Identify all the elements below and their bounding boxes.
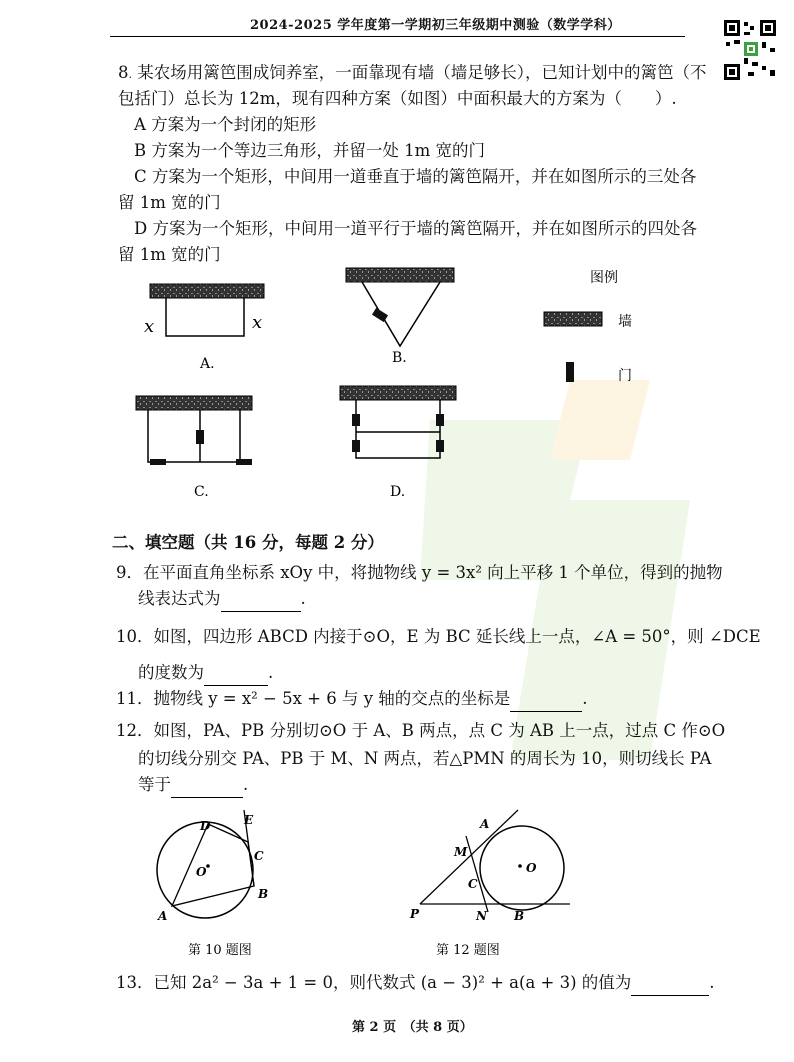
label-b-12: B: [514, 909, 525, 923]
hand-x-left: x: [144, 316, 155, 337]
legend-door-label: 门: [618, 368, 632, 384]
caption-10: 第 10 题图: [188, 943, 252, 958]
label-o-12: O: [526, 861, 537, 875]
q11-answer-blank[interactable]: [510, 693, 582, 712]
center-dot-12: [518, 864, 522, 868]
legend-door-swatch: [566, 362, 574, 382]
door-d-1: [352, 414, 360, 426]
q9-answer-blank[interactable]: [221, 593, 301, 612]
door-d-4: [436, 440, 444, 452]
q12-line2: 的切线分别交 PA、PB 于 M、N 两点，若△PMN 的周长为 10，则切线长 PA: [138, 749, 712, 768]
q13-answer-blank[interactable]: [631, 977, 709, 996]
door-d-3: [352, 440, 360, 452]
wall-d: [340, 386, 456, 400]
header-divider: [110, 36, 685, 37]
door-d-2: [436, 414, 444, 426]
q10-answer-blank[interactable]: [204, 667, 268, 686]
q8-option-d-line1: D 方案为一个矩形，中间用一道平行于墙的篱笆隔开，并在如图所示的四处各: [134, 219, 697, 238]
legend-wall-swatch: [544, 312, 602, 326]
q8-number: 8: [118, 63, 129, 82]
door-c-middle: [196, 430, 204, 444]
label-a-12: A: [480, 817, 490, 831]
label-c-12: C: [468, 877, 478, 891]
caption-12: 第 12 题图: [436, 943, 500, 958]
figure-b: [346, 268, 454, 366]
wall-b: [346, 268, 454, 282]
circle-o-12: [480, 826, 564, 910]
legend: [544, 270, 632, 384]
q9-line2: 线表达式为 .: [138, 586, 306, 612]
door-c-left: [150, 459, 166, 465]
figure-a: [144, 284, 264, 372]
q8-figures: [100, 250, 700, 510]
label-n-12: N: [476, 909, 487, 923]
door-b: [372, 308, 388, 322]
hand-x-right: x: [252, 312, 263, 333]
qr-code-icon: [722, 18, 778, 82]
q12-line1: 12．如图，PA、PB 分别切⊙O 于 A、B 两点，点 C 为 AB 上一点，过点 C 作⊙O: [116, 721, 726, 740]
label-m-12: M: [454, 845, 468, 859]
label-e-10: E: [244, 813, 254, 827]
q8-option-d-line2: 留 1m 宽的门: [118, 245, 221, 264]
label-c-10: C: [254, 849, 264, 863]
center-dot-10: [206, 864, 210, 868]
door-c-right: [236, 459, 252, 465]
legend-wall-label: 墙: [618, 314, 632, 330]
q8-option-b: B 方案为一个等边三角形，并留一处 1m 宽的门: [134, 141, 486, 160]
section-title: 二、填空题（共 16 分，每题 2 分）: [112, 533, 384, 552]
label-b: B.: [392, 350, 407, 366]
label-a: A.: [200, 356, 215, 372]
fence-c: [148, 410, 240, 462]
q9-line1: 9．在平面直角坐标系 xOy 中，将抛物线 y = 3x² 向上平移 1 个单位，得到的抛物: [116, 563, 723, 582]
figure-c: [136, 396, 252, 500]
label-d: D.: [390, 484, 406, 500]
q10-line1: 10．如图，四边形 ABCD 内接于⊙O，E 为 BC 延长线上一点，∠A = 50°，则 ∠DCE: [116, 627, 761, 646]
label-o-10: O: [196, 865, 207, 879]
label-d-10: D: [200, 819, 211, 833]
q12-answer-blank[interactable]: [171, 779, 243, 798]
fence-d: [356, 400, 440, 458]
fence-a: [166, 298, 244, 336]
exam-header-title: 2024-2025 学年度第一学期初三年级期中测验（数学学科）: [250, 18, 621, 33]
label-c: C.: [194, 484, 209, 500]
quadrilateral-abcd: [172, 824, 254, 906]
page-footer: 第 2 页 （共 8 页）: [352, 1020, 473, 1035]
q12-line3: 等于 .: [138, 772, 248, 798]
label-p-12: P: [410, 907, 420, 921]
figure-q12: [400, 800, 580, 960]
label-b-10: B: [258, 887, 269, 901]
q8-option-c-line2: 留 1m 宽的门: [118, 193, 221, 212]
wall-a: [150, 284, 264, 298]
q10-line2: 的度数为 .: [138, 660, 273, 686]
legend-title: 图例: [590, 270, 618, 286]
label-a-10: A: [158, 909, 168, 923]
q8-option-c-line1: C 方案为一个矩形，中间用一道垂直于墙的篱笆隔开，并在如图所示的三处各: [134, 167, 697, 186]
q13-line1: 13．已知 2a² − 3a + 1 = 0，则代数式 (a − 3)² + a(a + 3) 的值为 .: [116, 970, 715, 996]
figure-q10: [140, 800, 300, 960]
q8-option-a: A 方案为一个封闭的矩形: [134, 115, 317, 134]
q8-stem-line2: 包括门）总长为 12m，现有四种方案（如图）中面积最大的方案为（ ）.: [118, 89, 677, 108]
figure-d: [340, 386, 456, 500]
q11-line1: 11．抛物线 y = x² − 5x + 6 与 y 轴的交点的坐标是 .: [116, 686, 588, 712]
wall-c: [136, 396, 252, 410]
q8-stem-line1: 8. 某农场用篱笆围成饲养室，一面靠现有墙（墙足够长），已知计划中的篱笆（不: [118, 63, 707, 82]
